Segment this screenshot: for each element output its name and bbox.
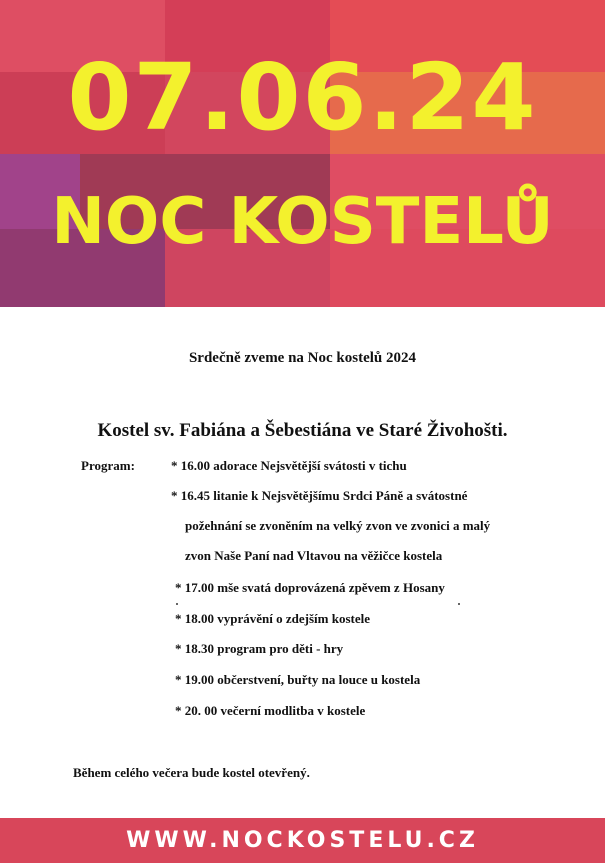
footer-bar bbox=[0, 818, 605, 863]
church-name: Kostel sv. Fabiána a Šebestiána ve Staré Živohošti. bbox=[97, 420, 508, 441]
program-item: * 20. 00 večerní modlitba v kostele bbox=[175, 703, 366, 718]
program-item: * 18.00 vyprávění o zdejším kostele bbox=[175, 611, 370, 626]
event-title: NOC KOSTELŮ bbox=[51, 185, 554, 259]
program-item: * 16.00 adorace Nejsvětější svátosti v tichu bbox=[171, 458, 407, 473]
closing-note: Během celého večera bude kostel otevřený. bbox=[73, 765, 310, 780]
scan-speck bbox=[176, 603, 178, 605]
scan-speck bbox=[458, 603, 460, 605]
program-item-continuation: požehnání se zvoněním na velký zvon ve zvonici a malý bbox=[185, 518, 491, 533]
header-banner bbox=[0, 0, 605, 307]
event-date: 07.06.24 bbox=[67, 44, 538, 151]
program-item: * 19.00 občerstvení, buřty na louce u kostela bbox=[175, 672, 421, 687]
program-item-continuation: zvon Naše Paní nad Vltavou na věžičce kostela bbox=[185, 548, 443, 563]
invitation-line: Srdečně zveme na Noc kostelů 2024 bbox=[188, 350, 417, 366]
program-label: Program: bbox=[81, 458, 135, 473]
program-item: * 17.00 mše svatá doprovázená zpěvem z Hosany bbox=[175, 580, 445, 595]
program-item: * 16.45 litanie k Nejsvětějšímu Srdci Páně a svátostné bbox=[171, 488, 468, 503]
program-item: * 18.30 program pro děti - hry bbox=[175, 641, 344, 656]
website-link[interactable]: WWW.NOCKOSTELU.CZ bbox=[126, 828, 479, 853]
